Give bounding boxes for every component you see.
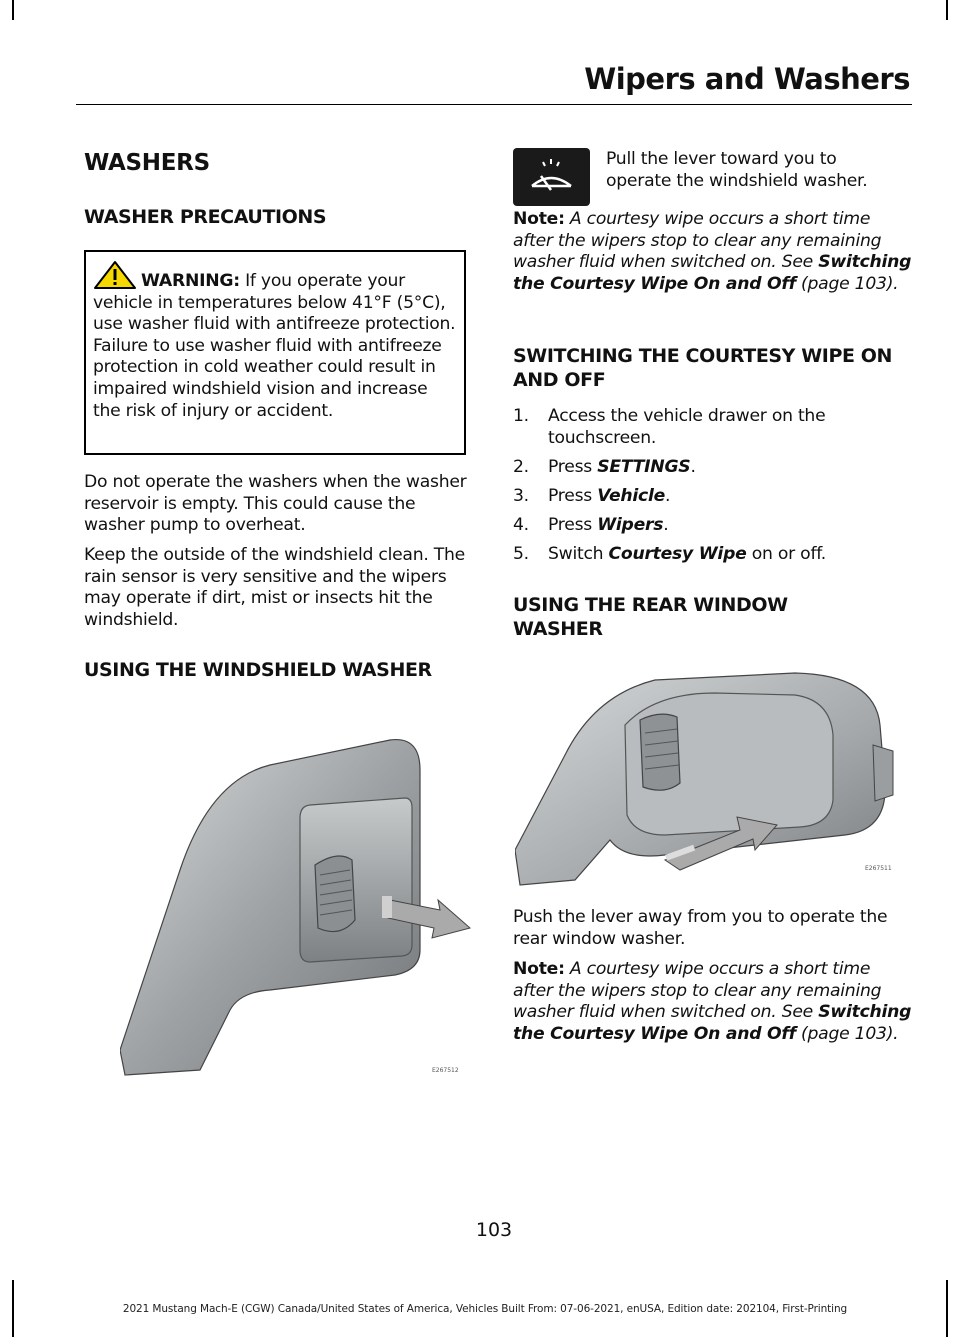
heading-rear-window-washer: USING THE REAR WINDOW WASHER [513, 594, 788, 640]
section-heading-washers: WASHERS [84, 150, 210, 176]
figure-id-left: E267512 [432, 1067, 459, 1074]
left-column [84, 150, 474, 176]
paragraph-pull-lever: Pull the lever toward you to operate the windshield washer. [606, 149, 868, 191]
note-label: Note: [513, 959, 565, 979]
figure-windshield-washer-stalk [120, 700, 485, 1080]
courtesy-wipe-steps [513, 406, 913, 566]
paragraph-reservoir: Do not operate the washers when the washer reservoir is empty. This could cause the washer pump to overheat. [84, 472, 467, 536]
note-text: A courtesy wipe occurs a short time after the wipers stop to clear any remaining washer fluid when switched on. See [513, 209, 882, 273]
page-reference: (page 103). [795, 1023, 899, 1044]
list-item: 4. Press Wipers. [513, 514, 669, 535]
title-rule [76, 104, 912, 105]
note-text: A courtesy wipe occurs a short time after the wipers stop to clear any remaining washer fluid when switched on. See [513, 959, 882, 1023]
courtesy-wipe-link-2[interactable]: Switching the Courtesy Wipe On and Off [513, 1002, 912, 1044]
windshield-washer-icon [513, 148, 590, 206]
note-courtesy-wipe-2 [513, 959, 913, 1045]
subsection-heading-precautions: WASHER PRECAUTIONS [84, 206, 327, 228]
crop-mark [946, 0, 948, 20]
list-item: 5. Switch Courtesy Wipe on or off. [513, 543, 827, 564]
figure-id-right: E267511 [865, 865, 892, 872]
warning-text: If you operate your vehicle in temperatures below 41°F (5°C), use washer fluid with antifreeze protection. Failure to use washer fluid with antifreeze protection in cold weather could result in impaired windshield vision and increase the risk of injury or accident. [93, 271, 456, 421]
warning-paragraph [93, 260, 456, 422]
warning-triangle-icon [93, 260, 137, 290]
heading-windshield-washer: USING THE WINDSHIELD WASHER [84, 659, 432, 681]
page-reference: (page 103). [795, 273, 899, 294]
edition-footer: 2021 Mustang Mach-E (CGW) Canada/United States of America, Vehicles Built From: 07-06-2021, enUSA, Edition date: 202104, First-Printing [122, 1303, 848, 1315]
figure-rear-washer-stalk [515, 665, 910, 890]
warning-box [84, 250, 466, 455]
list-item: 3. Press Vehicle. [513, 485, 671, 506]
list-item: 1. Access the vehicle drawer on the touchscreen. [513, 406, 826, 448]
crop-mark [12, 0, 14, 20]
list-item: 2. Press SETTINGS. [513, 456, 696, 477]
note-label: Note: [513, 209, 565, 229]
paragraph-windshield-clean: Keep the outside of the windshield clean. The rain sensor is very sensitive and the wipers may operate if dirt, mist or insects hit the windshield. [84, 545, 465, 630]
page-number: 103 [475, 1219, 513, 1241]
note-courtesy-wipe-1 [513, 209, 913, 295]
warning-label: WARNING: [141, 271, 240, 291]
courtesy-wipe-link-1[interactable]: Switching the Courtesy Wipe On and Off [513, 252, 912, 294]
page-title: Wipers and Washers [584, 62, 910, 96]
heading-courtesy-wipe: SWITCHING THE COURTESY WIPE ON AND OFF [513, 345, 893, 391]
paragraph-push-lever: Push the lever away from you to operate the rear window washer. [513, 907, 888, 949]
